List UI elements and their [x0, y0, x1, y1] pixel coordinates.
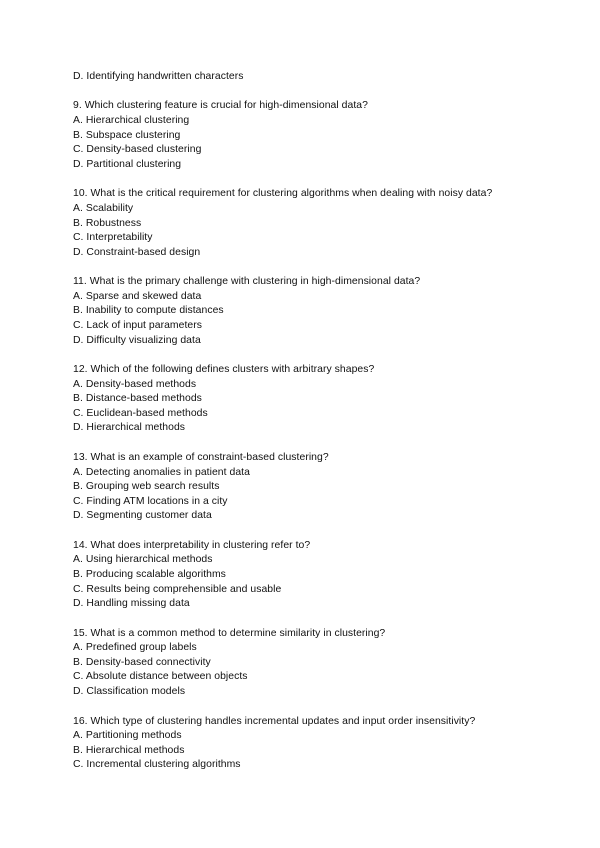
- document-page: [73, 70, 543, 788]
- option-b: B. Distance-based methods: [73, 393, 202, 405]
- option-a: A. Density-based methods: [73, 378, 197, 390]
- question-10: [73, 187, 543, 260]
- option-c: C. Density-based clustering: [73, 144, 202, 156]
- question-12: [73, 363, 543, 436]
- question-text: 12. Which of the following defines clusters with arbitrary shapes?: [73, 364, 375, 376]
- option-d: D. Constraint-based design: [73, 246, 201, 258]
- question-13: [73, 451, 543, 524]
- option-d: D. Handling missing data: [73, 598, 190, 610]
- option-a: A. Partitioning methods: [73, 730, 182, 742]
- question-text: 11. What is the primary challenge with clustering in high-dimensional data?: [73, 276, 421, 288]
- option-d: D. Partitional clustering: [73, 158, 182, 170]
- question-14: [73, 539, 543, 612]
- option-a: A. Using hierarchical methods: [73, 554, 213, 566]
- question-9: [73, 99, 543, 172]
- option-c: C. Absolute distance between objects: [73, 671, 248, 683]
- option-b: B. Grouping web search results: [73, 481, 220, 493]
- option-b: B. Density-based connectivity: [73, 656, 211, 668]
- question-text: 15. What is a common method to determine similarity in clustering?: [73, 627, 386, 639]
- question-text: 9. Which clustering feature is crucial for high-dimensional data?: [73, 100, 368, 112]
- option-a: A. Hierarchical clustering: [73, 115, 190, 127]
- option-c: C. Interpretability: [73, 232, 153, 244]
- option-a: A. Sparse and skewed data: [73, 290, 202, 302]
- question-text: 16. Which type of clustering handles incremental updates and input order insensitivity?: [73, 715, 476, 727]
- option-c: C. Finding ATM locations in a city: [73, 495, 228, 507]
- option-b: B. Robustness: [73, 217, 142, 229]
- option-c: C. Results being comprehensible and usable: [73, 583, 282, 595]
- option-d: D. Hierarchical methods: [73, 422, 186, 434]
- option-b: B. Producing scalable algorithms: [73, 568, 226, 580]
- option-b: B. Inability to compute distances: [73, 305, 224, 317]
- option-a: A. Predefined group labels: [73, 642, 197, 654]
- option-c: C. Lack of input parameters: [73, 319, 202, 331]
- question-11: [73, 275, 543, 348]
- option-a: A. Detecting anomalies in patient data: [73, 466, 250, 478]
- question-15: [73, 627, 543, 700]
- question-16: [73, 715, 543, 773]
- option-d: D. Difficulty visualizing data: [73, 334, 201, 346]
- question-text: 10. What is the critical requirement for clustering algorithms when dealing with noisy data?: [73, 188, 493, 200]
- option-b: B. Hierarchical methods: [73, 744, 185, 756]
- question-text: 14. What does interpretability in clustering refer to?: [73, 539, 311, 551]
- option-c: C. Euclidean-based methods: [73, 407, 208, 419]
- question-text: 13. What is an example of constraint-based clustering?: [73, 451, 329, 463]
- carryover-block: [73, 70, 543, 85]
- option-c: C. Incremental clustering algorithms: [73, 759, 241, 771]
- option-b: B. Subspace clustering: [73, 129, 181, 141]
- option-a: A. Scalability: [73, 202, 134, 214]
- option-d: D. Classification models: [73, 686, 186, 698]
- option-d: D. Segmenting customer data: [73, 510, 212, 522]
- option-text: D. Identifying handwritten characters: [73, 71, 244, 82]
